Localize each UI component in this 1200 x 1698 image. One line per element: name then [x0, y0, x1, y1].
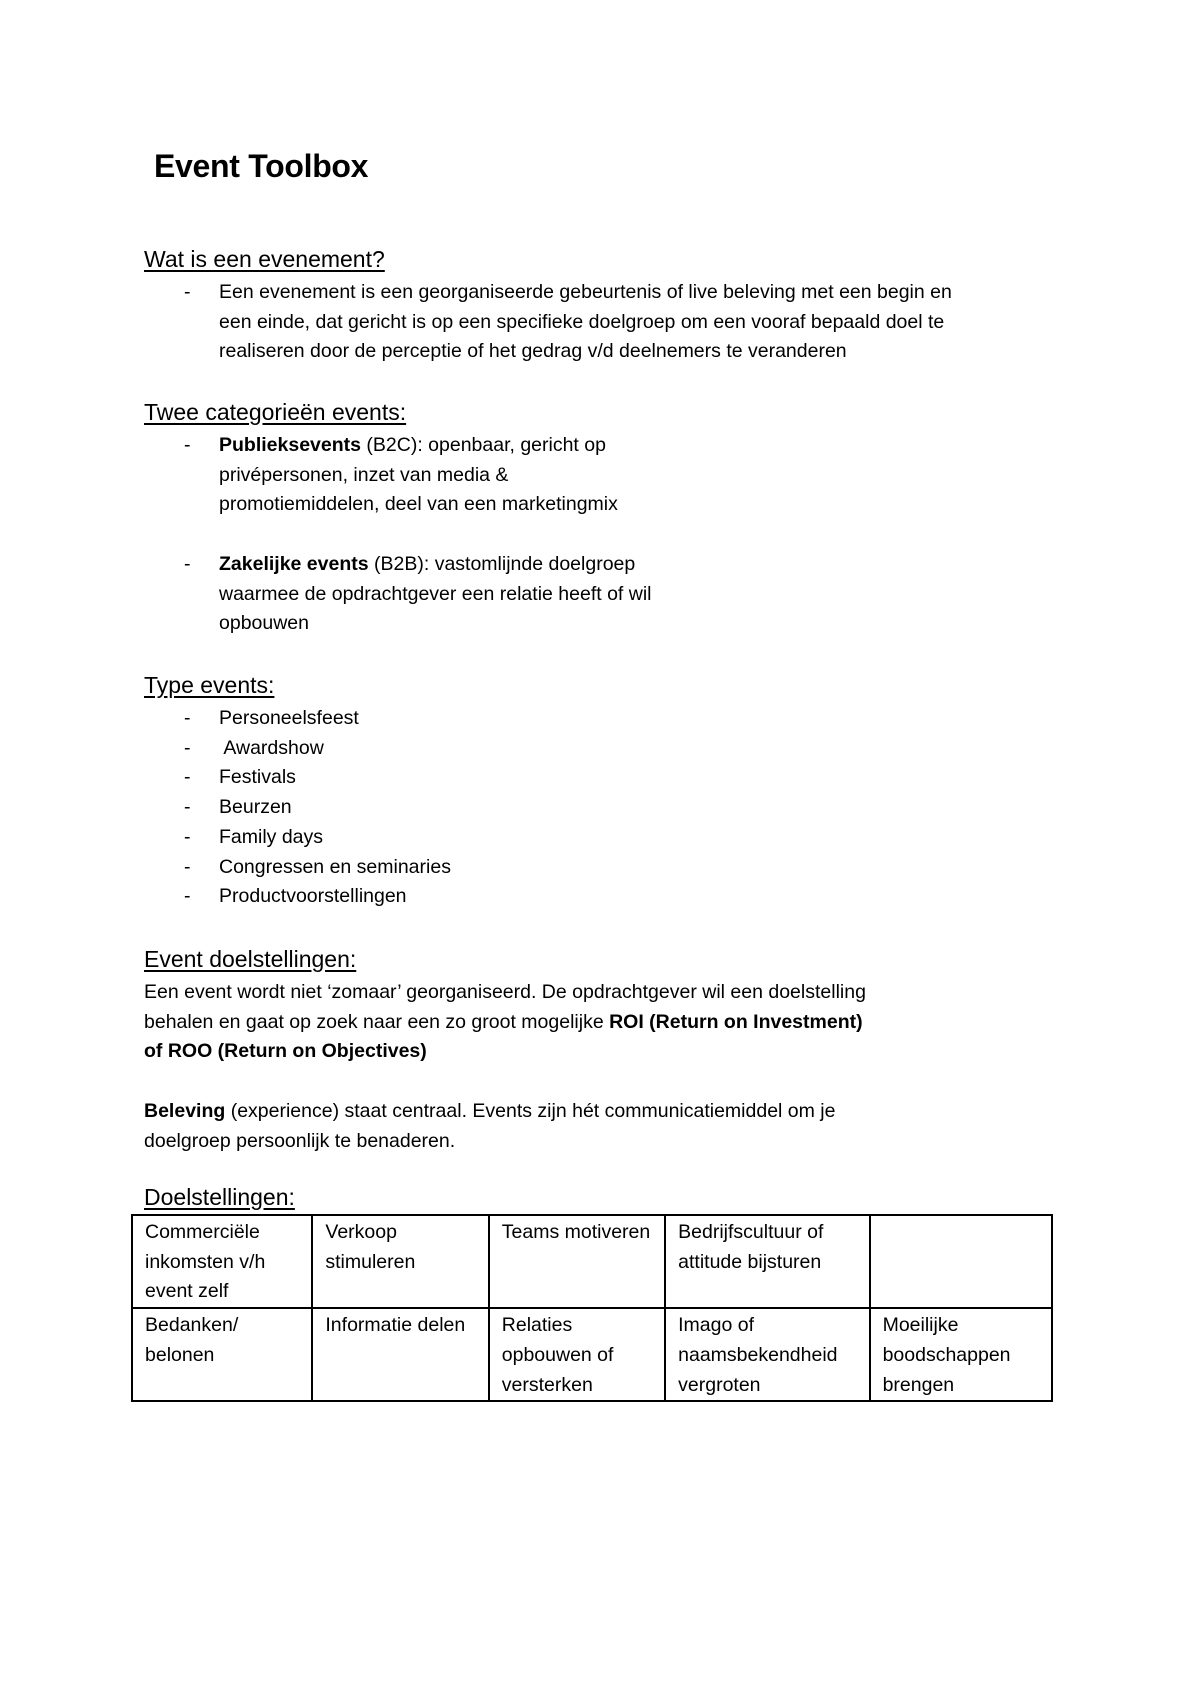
- definition-item: [144, 278, 952, 367]
- table-cell: Commerciële inkomsten v/h event zelf: [132, 1215, 312, 1308]
- dash-bullet: -: [184, 796, 191, 819]
- goals-p2-line-2: doelgroep persoonlijk te benaderen.: [144, 1129, 456, 1152]
- heading-types: Type events:: [144, 672, 275, 698]
- table-cell: Verkoop stimuleren: [312, 1215, 488, 1308]
- type-label: Family days: [219, 825, 324, 848]
- table-cell: [870, 1215, 1052, 1308]
- goals-p1-line-1: Een event wordt niet ‘zomaar’ georganiseerd. De opdrachtgever wil een doelstelling: [144, 981, 866, 1003]
- type-label: Productvoorstellingen: [219, 885, 407, 908]
- dash-bullet: -: [184, 552, 191, 575]
- table-cell: Bedrijfscultuur of attitude bijsturen: [665, 1215, 869, 1308]
- dash-bullet: -: [184, 885, 191, 908]
- document-title: Event Toolbox: [154, 148, 369, 184]
- roo-term: of ROO (Return on Objectives): [144, 1040, 427, 1063]
- category-desc-line-2: waarmee de opdrachtgever een relatie heeft of wil: [219, 582, 652, 605]
- beleving-term: Beleving: [144, 1100, 226, 1122]
- types-list: [144, 704, 451, 912]
- category-desc-line-3: opbouwen: [219, 612, 309, 635]
- category-desc-line-2: privépersonen, inzet van media &: [219, 463, 509, 486]
- definition-line-1: Een evenement is een georganiseerde gebeurtenis of live beleving met een begin en: [219, 281, 952, 303]
- category-desc-line-1: (B2C): openbaar, gericht op: [360, 434, 606, 456]
- heading-event-goals: Event doelstellingen:: [144, 946, 357, 972]
- table-cell: Informatie delen: [312, 1308, 488, 1401]
- category-name: Publieksevents: [219, 434, 361, 456]
- dash-bullet: -: [184, 766, 191, 789]
- dash-bullet: -: [184, 736, 191, 759]
- type-item: [144, 793, 451, 823]
- type-label: Festivals: [219, 766, 296, 789]
- type-label: Personeelsfeest: [219, 707, 359, 729]
- table-cell: Teams motiveren: [489, 1215, 665, 1308]
- dash-bullet: -: [184, 707, 191, 729]
- definition-list: [144, 278, 952, 367]
- category-item-b2c: [144, 431, 652, 520]
- goals-paragraph-1: [144, 978, 866, 1067]
- heading-what-is-event: Wat is een evenement?: [144, 246, 385, 272]
- type-item: [144, 823, 451, 853]
- table-cell: Moeilijke boodschappen brengen: [870, 1308, 1052, 1401]
- type-label: Awardshow: [219, 736, 324, 759]
- table-row: [132, 1308, 1052, 1401]
- dash-bullet: -: [184, 855, 191, 878]
- type-item: [144, 882, 451, 912]
- type-item: [144, 853, 451, 883]
- goals-paragraph-2: [144, 1097, 835, 1156]
- type-item: [144, 763, 451, 793]
- goals-table: [131, 1214, 1053, 1402]
- heading-categories: Twee categorieën events:: [144, 399, 407, 425]
- type-item: [144, 734, 451, 764]
- table-row: [132, 1215, 1052, 1308]
- heading-goals-table: Doelstellingen:: [144, 1184, 295, 1210]
- table-cell: Bedanken/ belonen: [132, 1308, 312, 1401]
- type-label: Beurzen: [219, 796, 292, 819]
- category-desc-line-1: (B2B): vastomlijnde doelgroep: [368, 552, 636, 575]
- goals-p1-line-2: behalen en gaat op zoek naar een zo groot mogelijke: [144, 1010, 610, 1033]
- categories-list: [144, 431, 652, 639]
- table-cell: Relaties opbouwen of versterken: [489, 1308, 665, 1401]
- goals-p2-line-1: (experience) staat centraal. Events zijn hét communicatiemiddel om je: [225, 1100, 836, 1122]
- roi-term: ROI (Return on Investment): [609, 1010, 863, 1033]
- definition-line-3: realiseren door de perceptie of het gedrag v/d deelnemers te veranderen: [219, 340, 847, 363]
- category-item-b2b: [144, 550, 652, 639]
- table-cell: Imago of naamsbekendheid vergroten: [665, 1308, 869, 1401]
- dash-bullet: -: [184, 281, 191, 303]
- category-desc-line-3: promotiemiddelen, deel van een marketingmix: [219, 493, 618, 516]
- type-label: Congressen en seminaries: [219, 855, 451, 878]
- type-item: [144, 704, 451, 734]
- category-name: Zakelijke events: [219, 552, 369, 575]
- definition-line-2: een einde, dat gericht is op een specifieke doelgroep om een vooraf bepaald doel te: [219, 310, 945, 333]
- dash-bullet: -: [184, 825, 191, 848]
- dash-bullet: -: [184, 434, 191, 456]
